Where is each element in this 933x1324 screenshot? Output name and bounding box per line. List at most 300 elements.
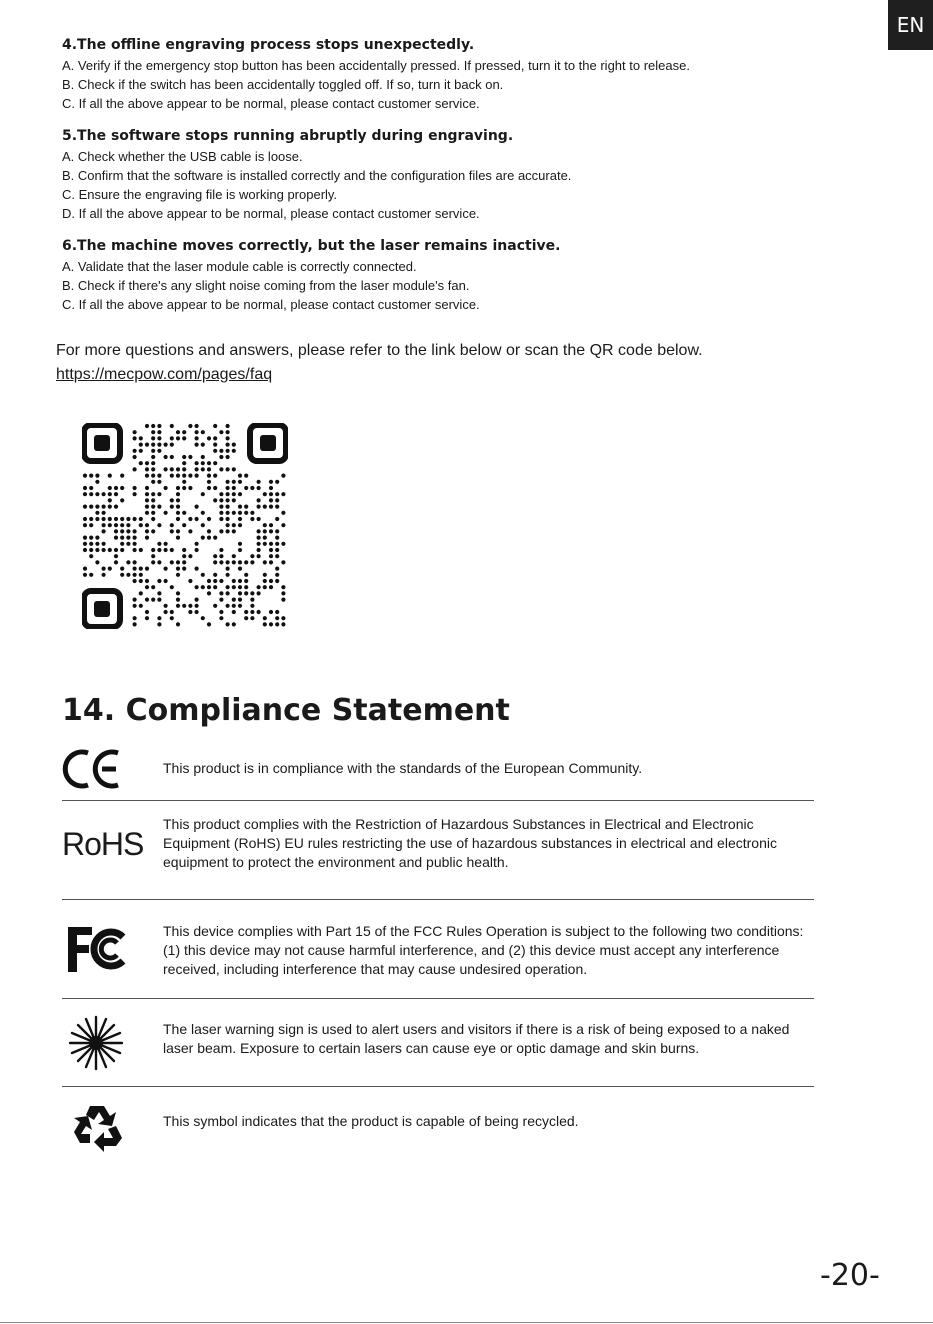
qr-module bbox=[226, 498, 230, 502]
qr-module bbox=[257, 548, 261, 552]
qr-module bbox=[269, 480, 273, 484]
qr-module bbox=[133, 573, 137, 577]
divider bbox=[62, 1086, 814, 1087]
qr-module bbox=[232, 610, 236, 614]
qr-module bbox=[170, 474, 174, 478]
qr-module bbox=[281, 474, 285, 478]
qr-module bbox=[145, 616, 149, 620]
qr-module bbox=[114, 492, 118, 496]
qr-module bbox=[195, 430, 199, 434]
qr-module bbox=[89, 554, 93, 558]
qr-module bbox=[213, 573, 217, 577]
qr-module bbox=[281, 492, 285, 496]
qr-module bbox=[188, 529, 192, 533]
qr-module bbox=[219, 511, 223, 515]
qr-module bbox=[108, 492, 112, 496]
qr-module bbox=[188, 610, 192, 614]
qr-module bbox=[238, 517, 242, 521]
qr-module bbox=[120, 542, 124, 546]
qr-module bbox=[182, 455, 186, 459]
qr-module bbox=[201, 536, 205, 540]
qr-module bbox=[250, 604, 254, 608]
qr-module bbox=[95, 480, 99, 484]
qr-module bbox=[195, 604, 199, 608]
qr-module bbox=[95, 548, 99, 552]
qr-module bbox=[188, 424, 192, 428]
qr-module bbox=[238, 567, 242, 571]
qr-module bbox=[120, 498, 124, 502]
qr-module bbox=[120, 474, 124, 478]
qr-module bbox=[133, 436, 137, 440]
qr-module bbox=[226, 567, 230, 571]
qr-module bbox=[164, 548, 168, 552]
qr-module bbox=[213, 486, 217, 490]
qr-module bbox=[275, 548, 279, 552]
qr-module bbox=[275, 610, 279, 614]
qr-module bbox=[102, 492, 106, 496]
divider bbox=[62, 800, 814, 801]
qr-module bbox=[164, 604, 168, 608]
qr-module bbox=[257, 498, 261, 502]
qr-module bbox=[275, 505, 279, 509]
faq-line: D. If all the above appear to be normal, please contact customer service. bbox=[62, 206, 480, 221]
qr-module bbox=[145, 461, 149, 465]
qr-module bbox=[102, 567, 106, 571]
qr-module bbox=[114, 529, 118, 533]
qr-module bbox=[195, 505, 199, 509]
qr-module bbox=[145, 486, 149, 490]
qr-module bbox=[250, 554, 254, 558]
qr-module bbox=[207, 461, 211, 465]
qr-module bbox=[182, 604, 186, 608]
qr-module bbox=[238, 591, 242, 595]
qr-module bbox=[151, 443, 155, 447]
qr-module bbox=[83, 567, 87, 571]
more-info bbox=[56, 339, 703, 387]
qr-module bbox=[114, 523, 118, 527]
qr-module bbox=[226, 585, 230, 589]
qr-module bbox=[176, 492, 180, 496]
qr-module bbox=[120, 523, 124, 527]
qr-module bbox=[170, 585, 174, 589]
qr-module bbox=[133, 542, 137, 546]
qr-module bbox=[269, 610, 273, 614]
qr-module bbox=[226, 424, 230, 428]
compliance-text: This device complies with Part 15 of the FCC Rules Operation is subject to the following two conditions: (1) this device may not cause harmful interference, and (2) this device must accept any interference received, including interference that may cause undesired operation. bbox=[163, 923, 804, 977]
qr-module bbox=[108, 486, 112, 490]
qr-module bbox=[244, 560, 248, 564]
qr-module bbox=[151, 560, 155, 564]
qr-module bbox=[151, 467, 155, 471]
qr-module bbox=[226, 486, 230, 490]
qr-module bbox=[89, 486, 93, 490]
qr-module bbox=[263, 492, 267, 496]
compliance-text: This product complies with the Restriction of Hazardous Substances in Electrical and Electronic Equipment (RoHS) EU rules restricting the use of hazardous substances in electrical and electronic equipment to protect the environment and public health. bbox=[163, 816, 777, 870]
qr-module bbox=[126, 529, 130, 533]
qr-module bbox=[232, 523, 236, 527]
qr-module bbox=[83, 542, 87, 546]
qr-module bbox=[226, 443, 230, 447]
faq-line: B. Confirm that the software is installed correctly and the configuration files are accurate. bbox=[62, 168, 572, 183]
qr-module bbox=[133, 567, 137, 571]
qr-module bbox=[176, 529, 180, 533]
qr-module bbox=[89, 542, 93, 546]
qr-module bbox=[95, 511, 99, 515]
qr-module bbox=[133, 548, 137, 552]
qr-module bbox=[188, 554, 192, 558]
qr-module bbox=[157, 436, 161, 440]
qr-module bbox=[219, 449, 223, 453]
qr-module bbox=[263, 529, 267, 533]
qr-module bbox=[164, 443, 168, 447]
qr-module bbox=[238, 511, 242, 515]
qr-module bbox=[219, 560, 223, 564]
qr-module bbox=[108, 548, 112, 552]
qr-module bbox=[269, 554, 273, 558]
qr-module bbox=[226, 517, 230, 521]
qr-module bbox=[102, 511, 106, 515]
qr-module bbox=[213, 585, 217, 589]
qr-module bbox=[195, 567, 199, 571]
section-title: 14. Compliance Statement bbox=[62, 693, 510, 728]
qr-module bbox=[263, 505, 267, 509]
faq-item bbox=[62, 237, 822, 314]
qr-module bbox=[170, 424, 174, 428]
qr-module bbox=[145, 523, 149, 527]
qr-module bbox=[151, 517, 155, 521]
qr-module bbox=[263, 616, 267, 620]
qr-module bbox=[269, 523, 273, 527]
qr-module bbox=[207, 480, 211, 484]
qr-module bbox=[164, 567, 168, 571]
qr-module bbox=[133, 579, 137, 583]
qr-module bbox=[151, 598, 155, 602]
qr-module bbox=[201, 616, 205, 620]
qr-module bbox=[269, 498, 273, 502]
qr-module bbox=[164, 467, 168, 471]
qr-module bbox=[263, 573, 267, 577]
qr-module bbox=[133, 486, 137, 490]
language-tab: EN bbox=[888, 0, 933, 50]
qr-module bbox=[164, 455, 168, 459]
qr-module bbox=[139, 517, 143, 521]
qr-module bbox=[157, 505, 161, 509]
qr-module bbox=[182, 567, 186, 571]
qr-module bbox=[157, 579, 161, 583]
qr-module bbox=[176, 536, 180, 540]
qr-module bbox=[176, 505, 180, 509]
qr-module bbox=[275, 567, 279, 571]
qr-module bbox=[133, 604, 137, 608]
qr-module bbox=[281, 622, 285, 626]
compliance-row-ce bbox=[62, 745, 814, 793]
qr-module bbox=[114, 548, 118, 552]
qr-module bbox=[219, 554, 223, 558]
qr-module bbox=[201, 585, 205, 589]
qr-module bbox=[145, 567, 149, 571]
qr-module bbox=[232, 511, 236, 515]
qr-module bbox=[226, 467, 230, 471]
qr-module bbox=[176, 573, 180, 577]
qr-module bbox=[157, 560, 161, 564]
qr-module bbox=[232, 604, 236, 608]
qr-module bbox=[114, 517, 118, 521]
qr-module bbox=[182, 560, 186, 564]
more-info-text: For more questions and answers, please refer to the link below or scan the QR code below. bbox=[56, 342, 703, 359]
qr-module bbox=[250, 511, 254, 515]
qr-module bbox=[238, 585, 242, 589]
qr-module bbox=[151, 430, 155, 434]
qr-module bbox=[269, 585, 273, 589]
qr-module bbox=[201, 461, 205, 465]
qr-module bbox=[151, 529, 155, 533]
qr-module bbox=[133, 560, 137, 564]
qr-module bbox=[108, 505, 112, 509]
qr-module bbox=[226, 511, 230, 515]
qr-module bbox=[89, 505, 93, 509]
compliance-text: This product is in compliance with the standards of the European Community. bbox=[163, 760, 643, 776]
qr-code[interactable] bbox=[82, 423, 288, 629]
qr-module bbox=[257, 486, 261, 490]
qr-module bbox=[263, 536, 267, 540]
qr-module bbox=[126, 542, 130, 546]
qr-module bbox=[195, 461, 199, 465]
qr-module bbox=[170, 523, 174, 527]
qr-module bbox=[139, 523, 143, 527]
qr-module bbox=[238, 560, 242, 564]
qr-module bbox=[281, 585, 285, 589]
qr-module bbox=[269, 542, 273, 546]
qr-module bbox=[83, 517, 87, 521]
qr-module bbox=[170, 505, 174, 509]
qr-module bbox=[257, 591, 261, 595]
qr-module bbox=[151, 511, 155, 515]
qr-module bbox=[89, 474, 93, 478]
compliance-row-laser bbox=[62, 1012, 814, 1072]
qr-module bbox=[269, 560, 273, 564]
qr-module bbox=[250, 560, 254, 564]
qr-module bbox=[207, 467, 211, 471]
qr-module bbox=[213, 536, 217, 540]
qr-module bbox=[219, 498, 223, 502]
qr-module bbox=[219, 492, 223, 496]
qr-module bbox=[232, 585, 236, 589]
qr-module bbox=[102, 529, 106, 533]
qr-module bbox=[195, 517, 199, 521]
qr-module bbox=[176, 622, 180, 626]
qr-module bbox=[257, 536, 261, 540]
qr-module bbox=[219, 430, 223, 434]
qr-module bbox=[133, 536, 137, 540]
faq-item bbox=[62, 36, 822, 113]
qr-module bbox=[176, 517, 180, 521]
qr-module bbox=[226, 449, 230, 453]
qr-module bbox=[89, 573, 93, 577]
qr-module bbox=[213, 604, 217, 608]
qr-module bbox=[195, 598, 199, 602]
qr-module bbox=[89, 536, 93, 540]
qr-module bbox=[219, 591, 223, 595]
qr-module bbox=[213, 560, 217, 564]
qr-module bbox=[182, 548, 186, 552]
qr-module bbox=[145, 511, 149, 515]
qr-module bbox=[269, 486, 273, 490]
qr-module bbox=[257, 554, 261, 558]
qr-module bbox=[238, 505, 242, 509]
qr-module bbox=[139, 443, 143, 447]
qr-module bbox=[164, 579, 168, 583]
qr-module bbox=[176, 430, 180, 434]
qr-module bbox=[188, 474, 192, 478]
qr-module bbox=[157, 430, 161, 434]
faq-line: A. Validate that the laser module cable is correctly connected. bbox=[62, 259, 417, 274]
qr-module bbox=[263, 542, 267, 546]
qr-module bbox=[133, 455, 137, 459]
qr-module bbox=[145, 467, 149, 471]
qr-module bbox=[226, 529, 230, 533]
qr-module bbox=[95, 542, 99, 546]
qr-module bbox=[281, 560, 285, 564]
qr-module bbox=[176, 436, 180, 440]
qr-module bbox=[213, 498, 217, 502]
qr-module bbox=[182, 436, 186, 440]
compliance-row-recycle bbox=[62, 1100, 814, 1158]
page-number: -20- bbox=[820, 1258, 880, 1293]
qr-module bbox=[170, 560, 174, 564]
faq-title: 4.The offline engraving process stops unexpectedly. bbox=[62, 37, 475, 53]
faq-line: C. If all the above appear to be normal, please contact customer service. bbox=[62, 297, 480, 312]
qr-module bbox=[232, 492, 236, 496]
qr-module bbox=[170, 455, 174, 459]
qr-module bbox=[275, 579, 279, 583]
qr-module bbox=[170, 616, 174, 620]
qr-module bbox=[188, 455, 192, 459]
qr-module bbox=[102, 505, 106, 509]
qr-module bbox=[139, 548, 143, 552]
qr-module bbox=[182, 511, 186, 515]
qr-module bbox=[269, 622, 273, 626]
qr-module bbox=[244, 591, 248, 595]
qr-module bbox=[226, 492, 230, 496]
qr-module bbox=[182, 430, 186, 434]
qr-module bbox=[269, 579, 273, 583]
qr-module bbox=[145, 443, 149, 447]
qr-module bbox=[195, 542, 199, 546]
qr-module bbox=[213, 424, 217, 428]
qr-module bbox=[176, 511, 180, 515]
qr-module bbox=[139, 604, 143, 608]
qr-module bbox=[170, 529, 174, 533]
qr-module bbox=[108, 517, 112, 521]
qr-module bbox=[145, 474, 149, 478]
qr-module bbox=[226, 505, 230, 509]
qr-module bbox=[176, 598, 180, 602]
qr-module bbox=[263, 523, 267, 527]
qr-module bbox=[263, 560, 267, 564]
qr-module bbox=[133, 492, 137, 496]
qr-module bbox=[139, 591, 143, 595]
qr-module bbox=[108, 498, 112, 502]
qr-module bbox=[201, 430, 205, 434]
qr-module bbox=[226, 480, 230, 484]
ce-mark-icon bbox=[62, 747, 126, 791]
qr-module bbox=[102, 548, 106, 552]
qr-module bbox=[182, 461, 186, 465]
qr-module bbox=[207, 436, 211, 440]
qr-module bbox=[244, 579, 248, 583]
qr-module bbox=[207, 579, 211, 583]
qr-module bbox=[95, 474, 99, 478]
qr-module bbox=[139, 461, 143, 465]
qr-module bbox=[83, 492, 87, 496]
qr-module bbox=[139, 436, 143, 440]
qr-module bbox=[207, 622, 211, 626]
qr-module bbox=[182, 474, 186, 478]
qr-module bbox=[114, 536, 118, 540]
qr-module bbox=[250, 610, 254, 614]
qr-module bbox=[219, 455, 223, 459]
qr-module bbox=[275, 498, 279, 502]
qr-module bbox=[108, 567, 112, 571]
compliance-row-rohs bbox=[62, 812, 814, 892]
qr-module bbox=[170, 443, 174, 447]
qr-module bbox=[157, 542, 161, 546]
qr-module bbox=[83, 573, 87, 577]
qr-module bbox=[257, 542, 261, 546]
qr-module bbox=[207, 474, 211, 478]
qr-module bbox=[108, 523, 112, 527]
qr-module bbox=[120, 573, 124, 577]
laser-warning-icon bbox=[68, 1015, 124, 1071]
qr-module bbox=[244, 616, 248, 620]
qr-module bbox=[232, 486, 236, 490]
qr-module bbox=[250, 517, 254, 521]
qr-module bbox=[238, 523, 242, 527]
qr-module bbox=[257, 610, 261, 614]
qr-module bbox=[133, 449, 137, 453]
qr-module bbox=[108, 474, 112, 478]
qr-module bbox=[120, 486, 124, 490]
qr-module bbox=[114, 560, 118, 564]
qr-module bbox=[157, 480, 161, 484]
qr-module bbox=[151, 492, 155, 496]
qr-module bbox=[269, 548, 273, 552]
qr-module bbox=[244, 573, 248, 577]
qr-module bbox=[83, 523, 87, 527]
qr-module bbox=[232, 467, 236, 471]
qr-module bbox=[232, 449, 236, 453]
qr-module bbox=[114, 486, 118, 490]
qr-module bbox=[275, 616, 279, 620]
qr-module bbox=[201, 523, 205, 527]
qr-finder-bottom-left bbox=[84, 591, 120, 627]
qr-module bbox=[182, 480, 186, 484]
qr-module bbox=[275, 492, 279, 496]
qr-module bbox=[126, 536, 130, 540]
qr-finder-top-right bbox=[250, 425, 286, 461]
qr-module bbox=[95, 536, 99, 540]
qr-module bbox=[219, 529, 223, 533]
qr-module bbox=[151, 585, 155, 589]
qr-module bbox=[232, 443, 236, 447]
faq-link[interactable]: https://mecpow.com/pages/faq bbox=[56, 366, 273, 383]
qr-module bbox=[232, 598, 236, 602]
qr-module bbox=[89, 523, 93, 527]
qr-module bbox=[238, 598, 242, 602]
qr-module bbox=[176, 474, 180, 478]
qr-module bbox=[281, 616, 285, 620]
qr-module bbox=[145, 579, 149, 583]
